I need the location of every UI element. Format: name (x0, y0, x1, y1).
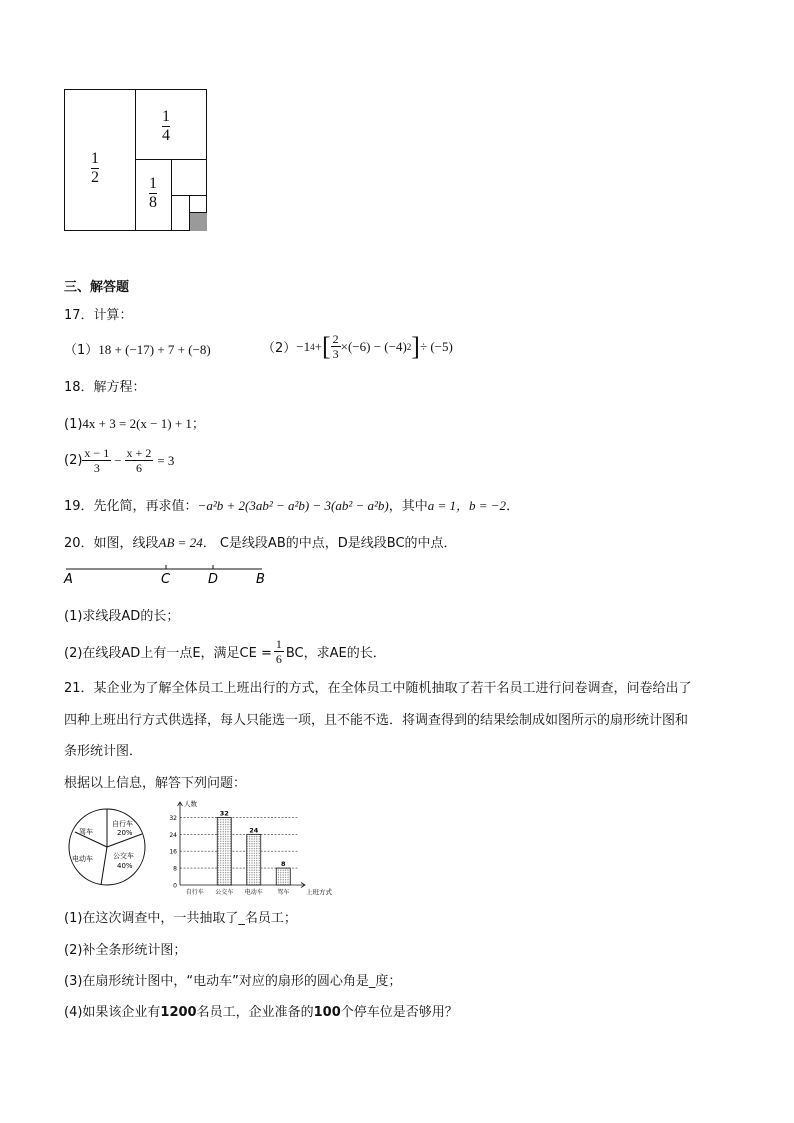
x-category-label: 公交车 (215, 889, 234, 896)
q17-part2: （2） −1 4 + [ $\frac{2}{3}$ ×(−6) − (−4) 2 ] ÷ (−5) (262, 331, 453, 361)
q18-label: 18．解方程： (64, 380, 146, 395)
y-tick-label: 8 (173, 865, 177, 873)
bar (217, 817, 231, 885)
bar-value-label: 32 (219, 809, 229, 818)
pie-pct-bike: 20% (117, 829, 133, 837)
bar (247, 834, 261, 885)
bar (276, 868, 290, 885)
q18-part2: (2) $\frac{x - 1}{3}$ − $\frac{x + 2}{6}$ = 3 (64, 446, 175, 475)
x-category-label: 驾车 (277, 889, 290, 896)
q17-part1: （1）18 + (−17) + 7 + (−8) (64, 342, 211, 358)
y-tick-label: 32 (169, 814, 177, 822)
q19-text: 19．先化简，再求值：−a²b + 2(3ab² − a²b) − 3(ab² − a²b)，其中a = 1，b = −2． (64, 498, 520, 514)
pie-label-bike: 自行车 (112, 820, 133, 828)
q20-part2: (2)在线段AD上有一点E，满足CE = $\frac{1}{6}$ BC，求AE的长． (64, 637, 386, 666)
point-c: C (161, 572, 171, 587)
q21-part4: (4)如果该企业有1200名员工，企业准备的100个停车位是否够用？ (64, 1005, 458, 1020)
q20-part1: (1)求线段AD的长； (64, 609, 180, 624)
q21-part1: (1)在这次调查中，一共抽取了_名员工； (64, 911, 297, 926)
y-tick-label: 24 (169, 831, 177, 839)
bar-value-label: 24 (249, 826, 259, 835)
q20-text: 20．如图，线段AB = 24． C是线段AB的中点，D是线段BC的中点． (64, 535, 457, 551)
pie-label-bus: 公交车 (113, 852, 134, 860)
point-a: A (64, 572, 73, 587)
label-quarter: $\frac{1}{4}$ (162, 108, 170, 144)
bar-value-label: 8 (280, 860, 286, 869)
x-axis-label: 上班方式 (306, 888, 332, 896)
q21-line1: 21．某企业为了解全体员工上班出行的方式，在全体员工中随机抽取了若干名员工进行问卷调查，问卷给出了 (64, 681, 692, 696)
q17-label: 17．计算： (64, 308, 133, 323)
q21-part3: (3)在扇形统计图中，“电动车”对应的扇形的圆心角是_度； (64, 974, 402, 989)
label-eighth: $\frac{1}{8}$ (149, 175, 157, 211)
divider-half (135, 89, 136, 231)
label-half: $\frac{1}{2}$ (91, 150, 99, 186)
bar-chart (162, 797, 342, 897)
x-category-label: 电动车 (244, 889, 263, 896)
section-title: 三、解答题 (64, 280, 130, 295)
pie-pct-bus: 40% (117, 862, 133, 870)
point-d: D (208, 572, 219, 587)
x-category-label: 自行车 (185, 889, 204, 896)
q21-line3: 条形统计图． (64, 744, 143, 759)
q21-line4: 根据以上信息，解答下列问题： (64, 776, 247, 791)
q21-line2: 四种上班出行方式供选择，每人只能选一项，且不能不选．将调查得到的结果绘制成如图所示的扇形统计图和 (64, 713, 689, 728)
q21-part2: (2)补全条形统计图； (64, 943, 187, 958)
y-tick-label: 0 (173, 882, 177, 890)
q18-part1: (1)4x + 3 = 2(x − 1) + 1； (64, 416, 205, 432)
pie-chart (66, 806, 148, 888)
y-tick-label: 16 (169, 848, 177, 856)
point-b: B (256, 572, 265, 587)
segment-diagram (60, 560, 280, 590)
pie-label-car: 驾车 (79, 828, 93, 836)
pie-label-ebike: 电动车 (72, 855, 93, 863)
y-axis-label: 人数 (184, 800, 197, 808)
shaded-piece (190, 213, 207, 231)
